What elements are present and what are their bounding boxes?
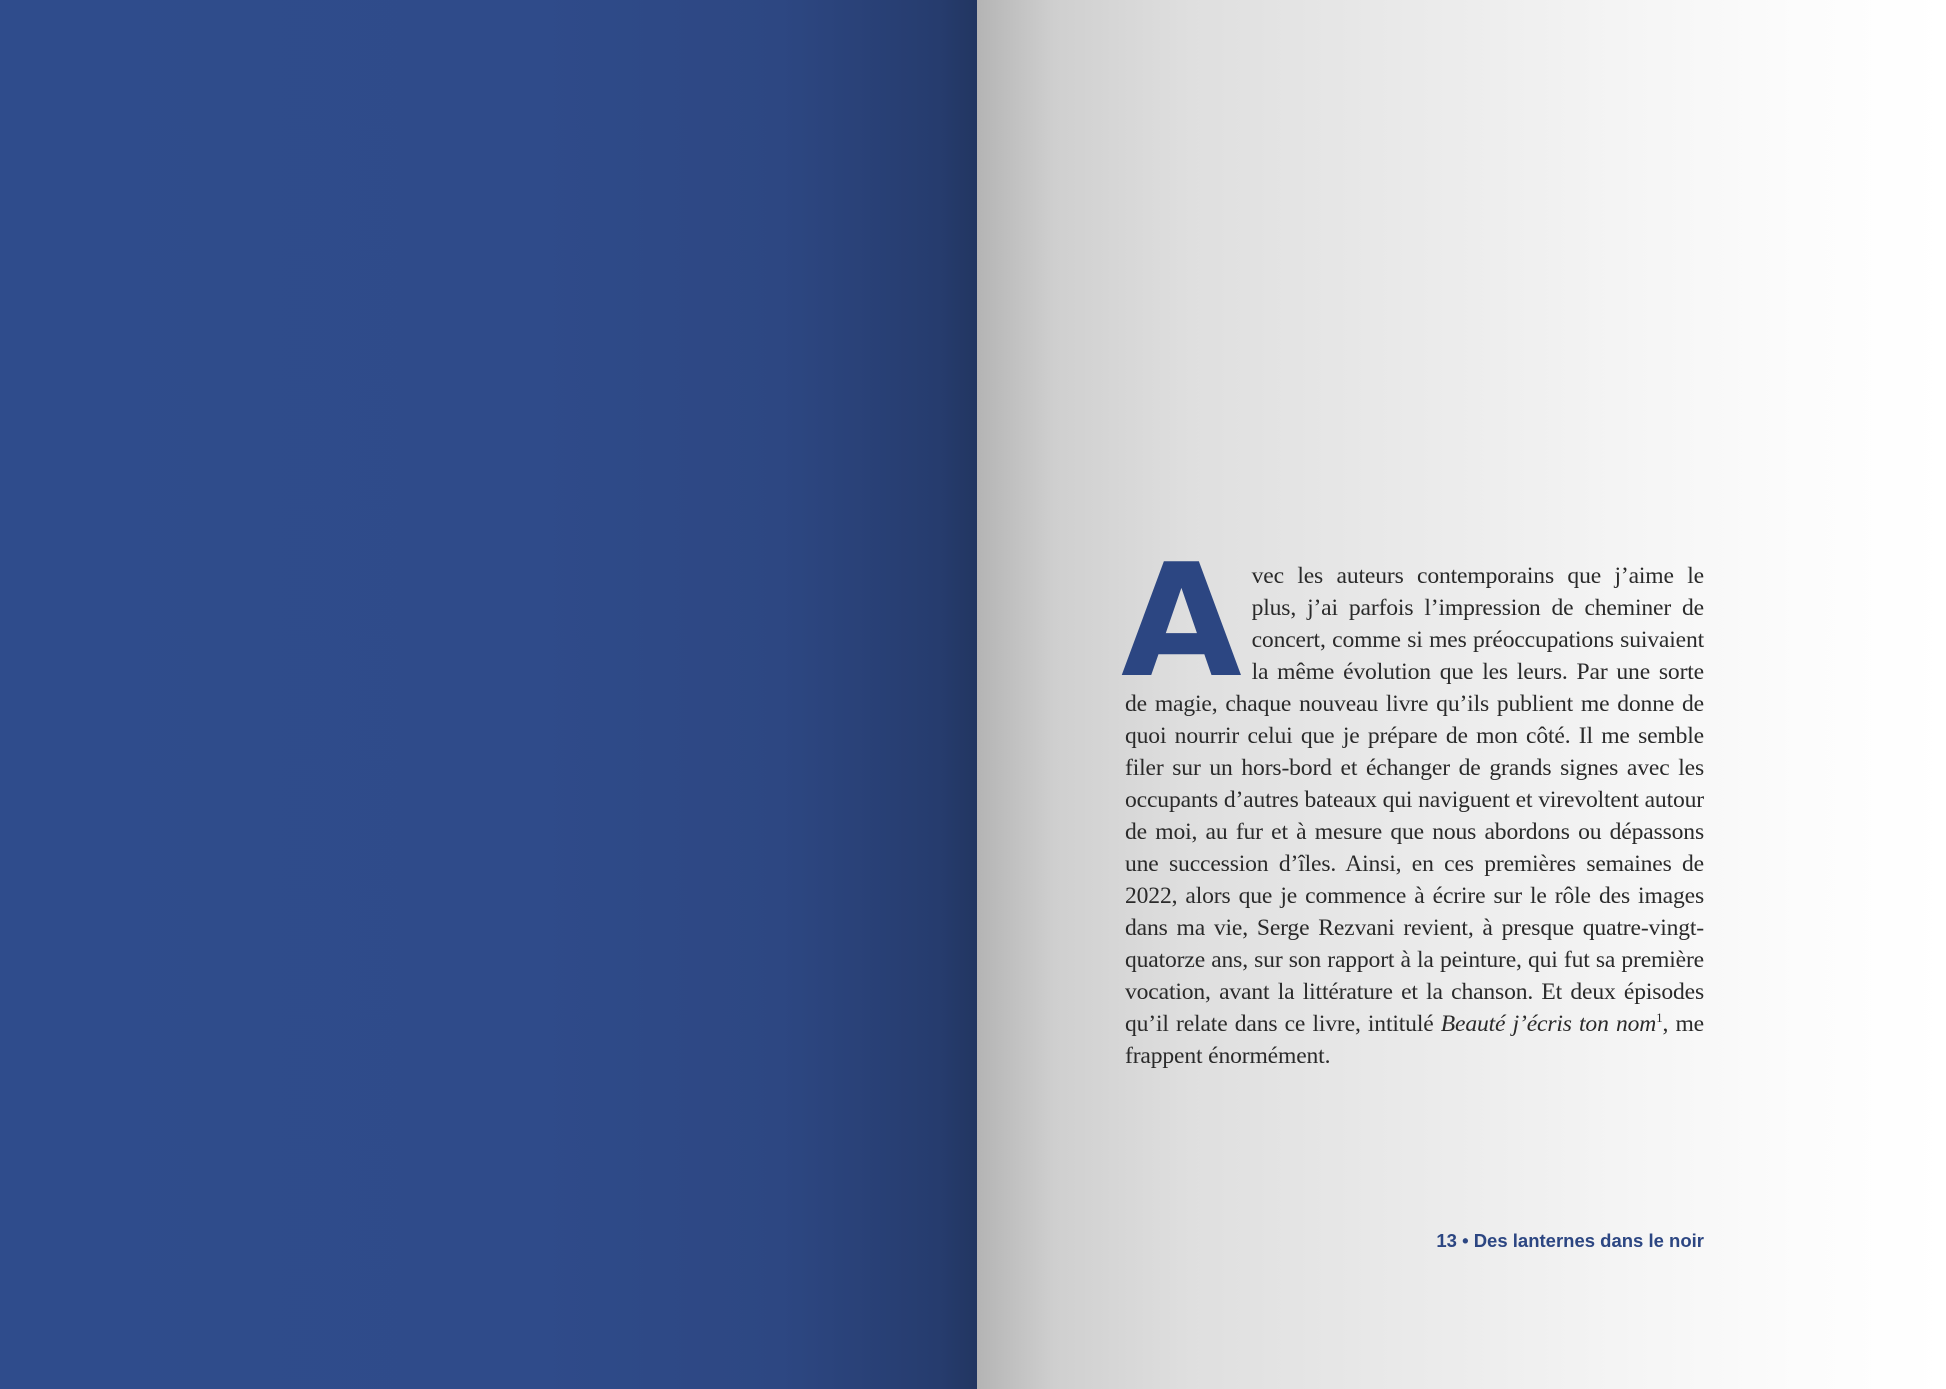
- body-text-main: vec les auteurs contemporains que j’aime le plus, j’ai parfois l’impression de cheminer de concert, comme si mes préoccupations suivaient la même évolution que les leurs. Par une sorte de magie, chaque nouveau livre qu’ils publient me donne de quoi nourrir celui que je prépare de mon côté. Il me semble filer sur un hors-bord et échanger de grands signes avec les occupants d’autres bateaux qui naviguent et virevoltent autour de moi, au fur et à mesure que nous abordons ou dépassons une succession d’îles. Ainsi, en ces premières semaines de 2022, alors que je commence à écrire sur le rôle des images dans ma vie, Serge Rezvani revient, à presque quatre-vingt-quatorze ans, sur son rapport à la peinture, qui fut sa première vocation, avant la littérature et la chanson. Et deux épisodes qu’il relate dans ce livre, intitulé: [1125, 563, 1704, 1037]
- running-title: Des lanternes dans le noir: [1473, 1230, 1704, 1251]
- drop-cap: A: [1121, 530, 1242, 712]
- body-text: [1121, 530, 1704, 1072]
- book-title-italic: Beauté j’écris ton nom: [1440, 1011, 1657, 1037]
- page-number: 13: [1436, 1230, 1457, 1251]
- body-text-end: , me frappent énormément.: [1125, 1011, 1704, 1069]
- page-footer: [1436, 1230, 1704, 1252]
- footnote-ref: 1: [1656, 1010, 1663, 1025]
- footer-separator: •: [1462, 1230, 1469, 1251]
